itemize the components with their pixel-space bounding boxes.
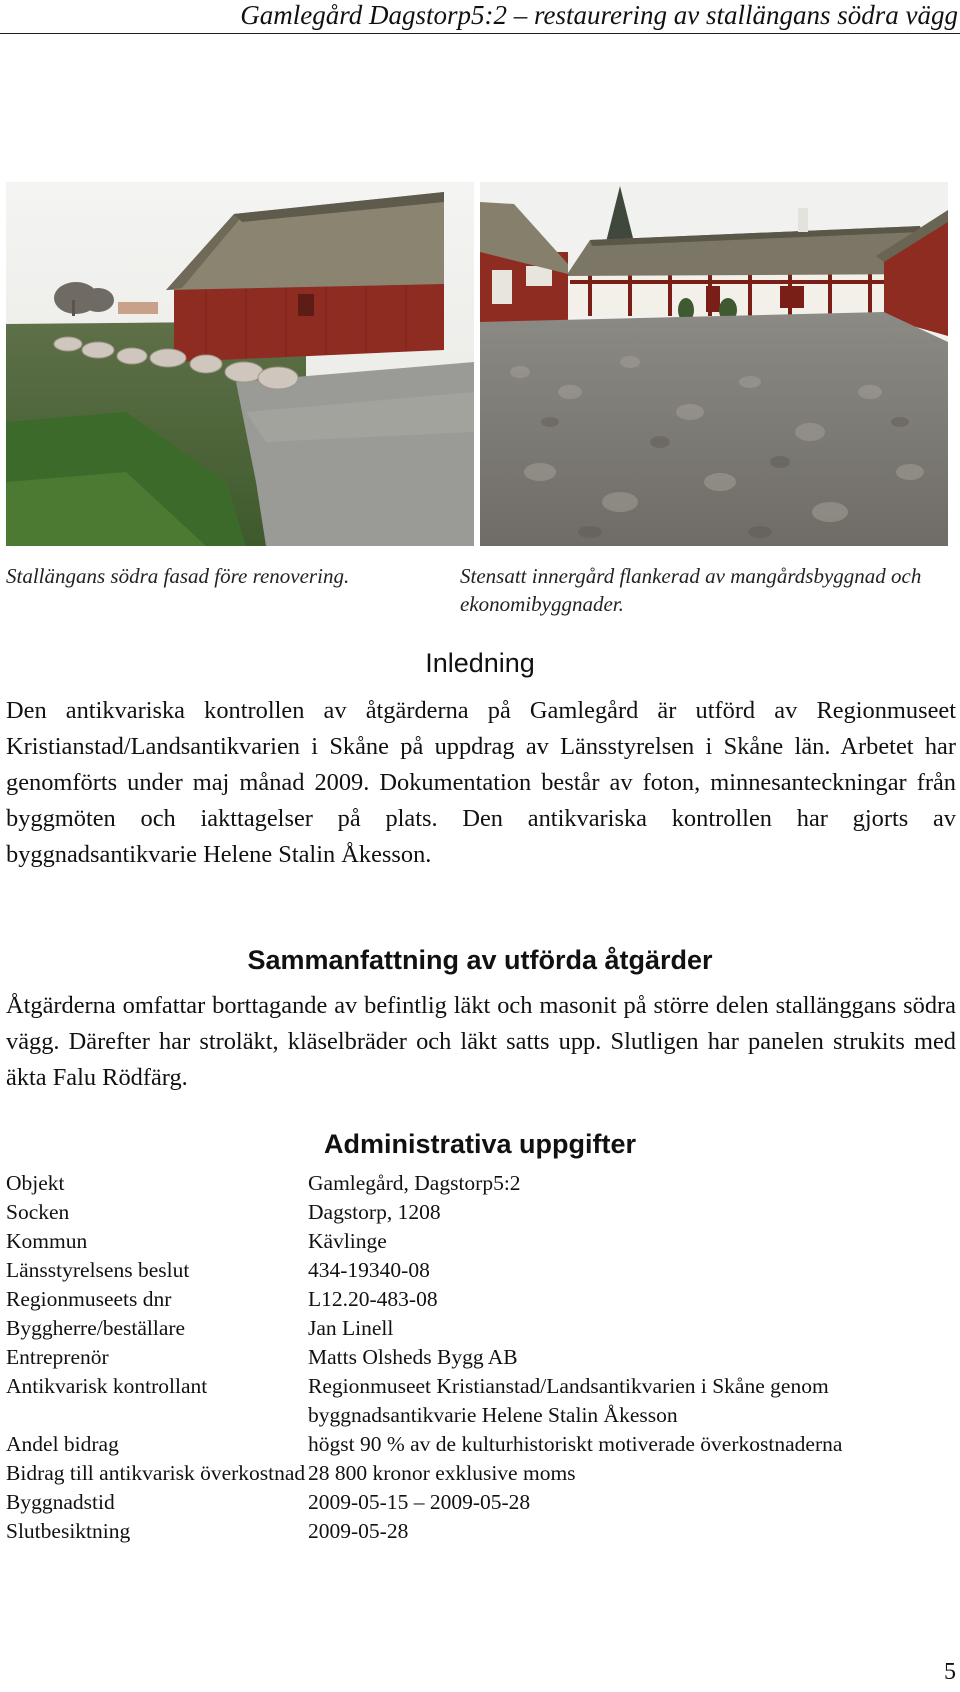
admin-value: Kävlinge [308, 1229, 387, 1253]
admin-label: Slutbesiktning [6, 1519, 131, 1543]
heading-administrativa-uppgifter: Administrativa uppgifter [323, 1129, 637, 1159]
admin-value: Jan Linell [308, 1316, 394, 1340]
admin-label: Bidrag till antikvarisk överkostnad [6, 1461, 306, 1485]
admin-value: högst 90 % av de kulturhistoriskt motiverade överkostnaderna [308, 1432, 843, 1456]
intro-paragraph: Den antikvariska kontrollen av åtgärderna på Gamlegård är utförd av Regionmuseet Kristianstad/Landsantikvarien i Skåne på uppdrag av Länsstyrelsen i Skåne län. Arbetet har genomförts under maj månad 2009. Dokumentation består av foton, minnesanteckningar från byggmöten och iakttagelser på plats. Den antikvariska kontrollen har gjorts av byggnadsantikvarie Helene Stalin Åkesson. [6, 697, 956, 868]
admin-row [6, 1372, 956, 1430]
admin-row [6, 1459, 956, 1488]
admin-row [6, 1343, 956, 1372]
admin-label: Regionmuseets dnr [6, 1287, 172, 1311]
admin-row [6, 1169, 956, 1198]
admin-label: Objekt [6, 1171, 65, 1195]
admin-row [6, 1227, 956, 1256]
admin-label: Antikvarisk kontrollant [6, 1374, 208, 1398]
admin-value: 2009-05-15 – 2009-05-28 [308, 1490, 531, 1514]
admin-value: Dagstorp, 1208 [308, 1200, 441, 1224]
admin-row [6, 1285, 956, 1314]
admin-label: Andel bidrag [6, 1432, 119, 1456]
admin-value: Matts Olsheds Bygg AB [308, 1345, 518, 1369]
admin-label: Entreprenör [6, 1345, 109, 1369]
summary-paragraph: Åtgärderna omfattar borttagande av befintlig läkt och masonit på större delen stallänggans södra vägg. Därefter har stroläkt, kläselbräder och läkt satts upp. Slutligen har panelen strukits med äkta Falu Rödfärg. [6, 992, 956, 1091]
caption-left: Stallängans södra fasad före renovering. [6, 564, 350, 588]
photo-barn-south-facade [6, 182, 474, 546]
admin-row [6, 1517, 956, 1546]
page-number: 5 [944, 1659, 956, 1685]
page-header [0, 0, 960, 34]
admin-value: 434-19340-08 [308, 1258, 430, 1282]
heading-sammanfattning: Sammanfattning av utförda åtgärder [247, 945, 713, 975]
photo-courtyard [480, 182, 948, 546]
admin-row [6, 1430, 956, 1459]
admin-label: Byggnadstid [6, 1490, 115, 1514]
admin-label: Länsstyrelsens beslut [6, 1258, 190, 1282]
header-title: Gamlegård Dagstorp5:2 – restaurering av stallängans södra vägg [240, 0, 958, 30]
admin-value: Gamlegård, Dagstorp5:2 [308, 1171, 521, 1195]
admin-row [6, 1488, 956, 1517]
admin-table [6, 1169, 956, 1546]
admin-row [6, 1198, 956, 1227]
admin-row [6, 1314, 956, 1343]
admin-value: 2009-05-28 [308, 1519, 409, 1543]
admin-label: Byggherre/beställare [6, 1316, 186, 1340]
caption-right: Stensatt innergård flankerad av mangårdsbyggnad och ekonomibyggnader. [460, 564, 922, 616]
admin-value: L12.20-483-08 [308, 1287, 438, 1311]
admin-value: Regionmuseet Kristianstad/Landsantikvarien i Skåne genom byggnadsantikvarie Helene Stalin Åkesson [308, 1374, 829, 1427]
admin-label: Socken [6, 1200, 70, 1224]
heading-inledning: Inledning [425, 648, 535, 678]
admin-row [6, 1256, 956, 1285]
admin-label: Kommun [6, 1229, 88, 1253]
admin-value: 28 800 kronor exklusive moms [308, 1461, 576, 1485]
